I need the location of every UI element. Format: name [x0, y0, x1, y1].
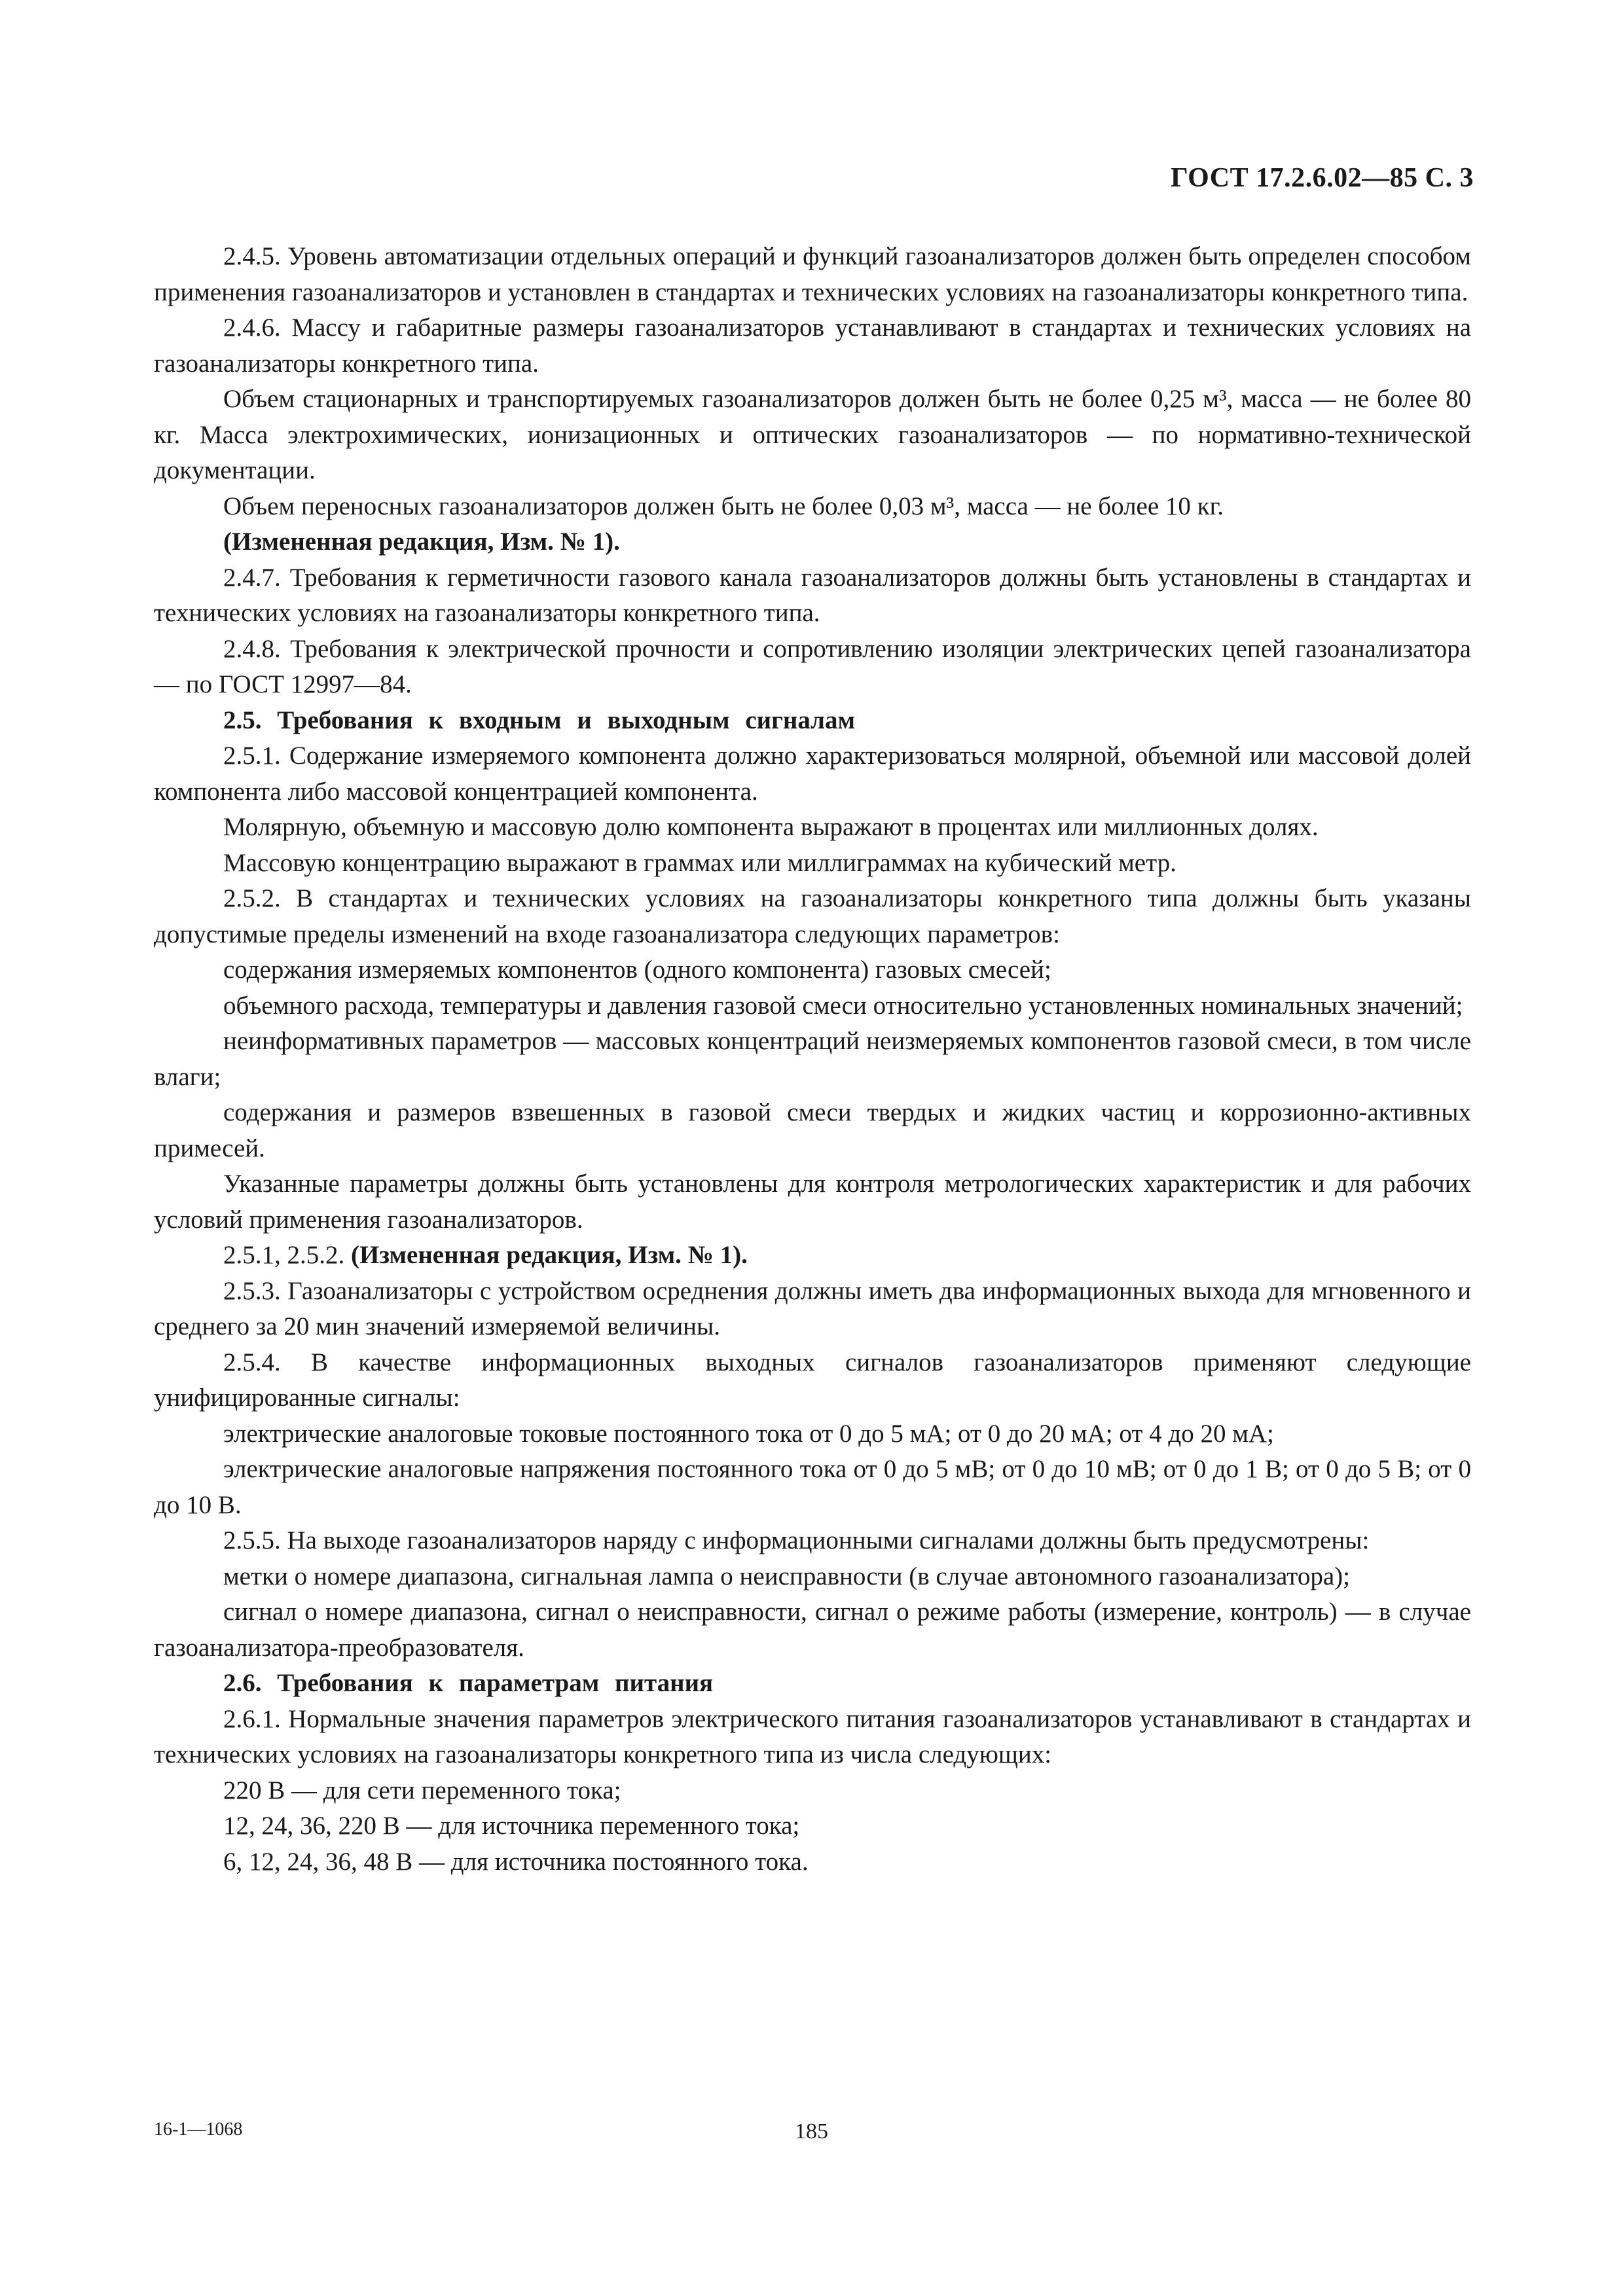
amendment-note-2-5: [154, 1238, 1471, 1274]
paragraph-2-6-1: 2.6.1. Нормальные значения параметров электрического питания газоанализаторов устанавливают в стандартах и технических условиях на газоанализаторы конкретного типа из числа следующих:: [154, 1704, 1471, 1768]
amendment-label: (Измененная редакция, Изм. № 1).: [351, 1241, 748, 1269]
paragraph-2-4-8: 2.4.8. Требования к электрической прочности и сопротивлению изоляции электрических цепей газоанализатора — по ГОСТ 12997—84.: [154, 634, 1471, 698]
paragraph-volume-stationary: Объем стационарных и транспортируемых газоанализаторов должен быть не более 0,25 м³, масса — не более 80 кг. Масса электрохимических, ионизационных и оптических газоанализаторов — по нормативно-технической документации.: [154, 385, 1471, 484]
list-item-noninformative: неинформативных параметров — массовых концентраций неизмеряемых компонентов газовой смеси, в том числе влаги;: [154, 1027, 1471, 1091]
footer-print-code: 16-1—1068: [154, 2119, 243, 2140]
list-item-signals-converter: сигнал о номере диапазона, сигнал о неисправности, сигнал о режиме работы (измерение, контроль) — в случае газоанализатора-преобразователя.: [154, 1598, 1471, 1662]
list-item-component-content: содержания измеряемых компонентов (одного компонента) газовых смесей;: [223, 956, 1051, 984]
list-item-220v-mains: 220 В — для сети переменного тока;: [223, 1776, 621, 1804]
paragraph-2-5-4: 2.5.4. В качестве информационных выходных сигналов газоанализаторов применяют следующие унифицированные сигналы:: [154, 1348, 1471, 1412]
list-item-dc-sources: 6, 12, 24, 36, 48 В — для источника постоянного тока.: [223, 1847, 809, 1876]
list-item-current-signals: электрические аналоговые токовые постоянного тока от 0 до 5 мА; от 0 до 20 мА; от 4 до 20 мА;: [223, 1419, 1274, 1448]
paragraph-2-4-7: 2.4.7. Требования к герметичности газового канала газоанализаторов должны быть установлены в стандартах и технических условиях на газоанализаторы конкретного типа.: [154, 563, 1471, 627]
list-item-ac-sources: 12, 24, 36, 220 В — для источника переменного тока;: [223, 1812, 800, 1840]
page-number: 185: [795, 2119, 828, 2144]
paragraph-2-4-6: 2.4.6. Массу и габаритные размеры газоанализаторов устанавливают в стандартах и технических условиях на газоанализаторы конкретного типа.: [154, 314, 1471, 378]
section-heading-2-5: 2.5. Требования к входным и выходным сигналам: [223, 706, 856, 734]
amendment-ref: 2.5.1, 2.5.2.: [223, 1241, 345, 1269]
paragraph-2-5-5: 2.5.5. На выходе газоанализаторов наряду с информационными сигналами должны быть предусмотрены:: [223, 1526, 1370, 1554]
paragraph-volume-portable: Объем переносных газоанализаторов должен быть не более 0,03 м³, масса — не более 10 кг.: [223, 492, 1224, 520]
paragraph-2-5-3: 2.5.3. Газоанализаторы с устройством осреднения должны иметь два информационных выхода для мгновенного и среднего за 20 мин значений измеряемой величины.: [154, 1276, 1471, 1340]
paragraph-2-5-2: 2.5.2. В стандартах и технических условиях на газоанализаторы конкретного типа должны быть указаны допустимые пределы изменений на входе газоанализатора следующих параметров:: [154, 884, 1471, 948]
paragraph-mass-concentration: Массовую концентрацию выражают в граммах или миллиграммах на кубический метр.: [223, 848, 1176, 877]
list-item-voltage-signals: электрические аналоговые напряжения постоянного тока от 0 до 5 мВ; от 0 до 10 мВ; от 0 до 1 В; от 0 до 5 В; от 0 до 10 В.: [154, 1455, 1471, 1519]
section-heading-2-6: 2.6. Требования к параметрам питания: [223, 1669, 714, 1697]
paragraph-specified-parameters: Указанные параметры должны быть установлены для контроля метрологических характеристик и для рабочих условий применения газоанализаторов.: [154, 1170, 1471, 1234]
paragraph-2-4-5: 2.4.5. Уровень автоматизации отдельных операций и функций газоанализаторов должен быть определен способом применения газоанализаторов и установлен в стандартах и технических условиях на газоанализаторы конкретного типа.: [154, 242, 1471, 306]
list-item-particles: содержания и размеров взвешенных в газовой смеси твердых и жидких частиц и коррозионно-активных примесей.: [154, 1098, 1471, 1162]
paragraph-molar-fraction: Молярную, объемную и массовую долю компонента выражают в процентах или миллионных долях.: [223, 813, 1319, 841]
document-body: [154, 239, 1471, 1880]
amendment-note: (Измененная редакция, Изм. № 1).: [223, 528, 620, 556]
paragraph-2-5-1: 2.5.1. Содержание измеряемого компонента должно характеризоваться молярной, объемной или массовой долей компонента либо массовой концентрацией компонента.: [154, 742, 1471, 806]
list-item-range-marks: метки о номере диапазона, сигнальная лампа о неисправности (в случае автономного газоанализатора);: [223, 1562, 1350, 1590]
list-item-flow-rate: объемного расхода, температуры и давления газовой смеси относительно установленных номинальных значений;: [223, 991, 1463, 1020]
page-header: ГОСТ 17.2.6.02—85 С. 3: [1170, 163, 1474, 193]
